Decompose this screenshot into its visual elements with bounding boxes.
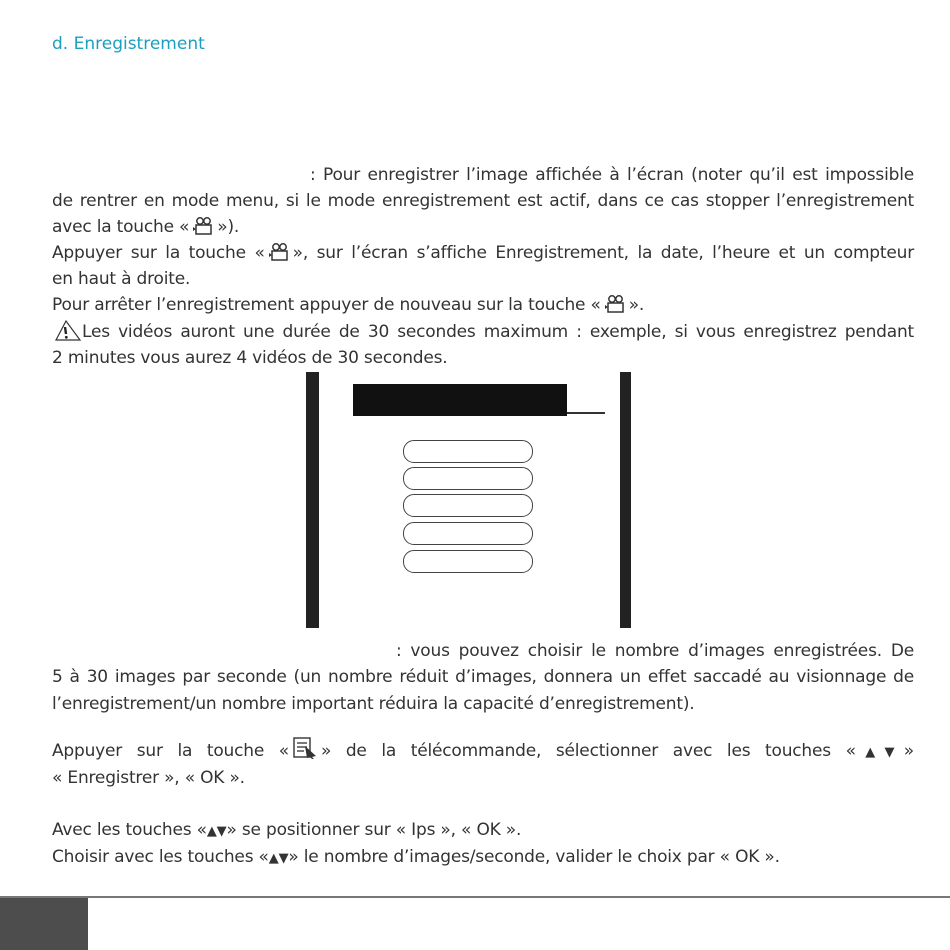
menu-remote-icon — [292, 737, 318, 767]
p4-line-1: Les vidéos auront une durée de 30 secondes maximum : exemple, si vous enregistrez pendant — [52, 319, 914, 349]
camera-record-icon — [604, 295, 626, 321]
p8-line: Choisir avec les touches «▲▼» le nombre d’images/seconde, valider le choix par « OK ». — [52, 847, 780, 867]
up-down-arrows: ▲▼ — [268, 851, 289, 866]
menu-option-5 — [403, 550, 533, 573]
p6-line-2: « Enregistrer », « OK ». — [52, 768, 245, 788]
footer-rule — [0, 896, 950, 898]
menu-option-2 — [403, 467, 533, 490]
p2-line-1: Appuyer sur la touche « », sur l’écran s’affiche Enregistrement, la date, l’heure et un compteur — [52, 240, 914, 269]
p5-line-1: : vous pouvez choisir le nombre d’images enregistrées. De — [396, 641, 914, 661]
p5-line-2: 5 à 30 images par seconde (un nombre réduit d’images, donnera un effet saccadé au visionnage de — [52, 667, 914, 687]
p6-line-1: Appuyer sur la touche « » de la télécommande, sélectionner avec les touches «▲▼» — [52, 737, 914, 767]
menu-title-underline — [567, 412, 605, 414]
p1-line-1: : Pour enregistrer l’image affichée à l’écran (noter qu’il est impossible — [310, 165, 914, 185]
p5-line-3: l’enregistrement/un nombre important réduira la capacité d’enregistrement). — [52, 694, 695, 714]
p2-line-2: en haut à droite. — [52, 269, 191, 289]
p3-line: Pour arrêter l’enregistrement appuyer de nouveau sur la touche « ». — [52, 292, 914, 321]
up-down-arrows: ▲▼ — [855, 745, 904, 760]
menu-option-4 — [403, 522, 533, 545]
footer-page-block — [0, 898, 88, 950]
heading: d. Enregistrement — [52, 34, 205, 54]
screen-frame-left — [306, 372, 319, 628]
menu-title-bar — [353, 384, 567, 416]
screen-frame-right — [620, 372, 631, 628]
menu-option-3 — [403, 494, 533, 517]
p4-line-2: 2 minutes vous aurez 4 vidéos de 30 secondes. — [52, 348, 448, 368]
menu-option-1 — [403, 440, 533, 463]
p1-line-3: avec la touche « »). — [52, 214, 914, 243]
p1-line-2: de rentrer en mode menu, si le mode enregistrement est actif, dans ce cas stopper l’enregistrement — [52, 191, 914, 211]
up-down-arrows: ▲▼ — [206, 824, 227, 839]
screen-illustration — [306, 372, 631, 628]
p7-line: Avec les touches «▲▼» se positionner sur « Ips », « OK ». — [52, 820, 522, 840]
